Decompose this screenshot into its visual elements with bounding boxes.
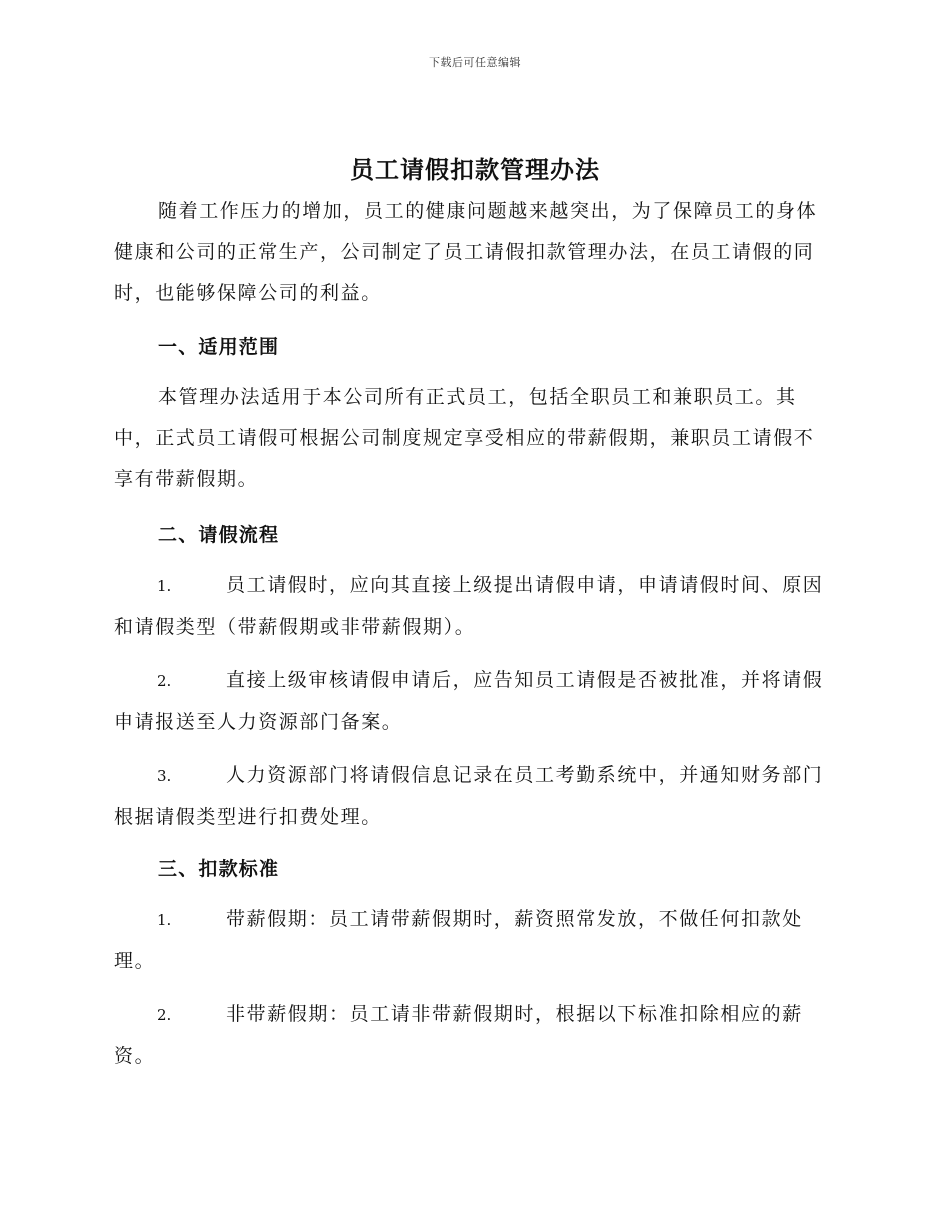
list-item-text: 非带薪假期：员工请非带薪假期时，根据以下标准扣除相应的薪资。: [114, 1003, 803, 1067]
list-item-text: 带薪假期：员工请带薪假期时，薪资照常发放，不做任何扣款处理。: [114, 908, 803, 972]
deduction-item-1: [114, 899, 832, 982]
list-number: 3.: [157, 767, 172, 785]
document-title: 员工请假扣款管理办法: [350, 156, 600, 184]
page-header-note: 下载后可任意编辑: [429, 56, 521, 69]
process-item-3: [114, 755, 832, 838]
list-number: 1.: [157, 577, 172, 595]
process-item-1: [114, 565, 832, 648]
section-heading-scope: 一、适用范围: [158, 336, 280, 358]
list-item-text: 人力资源部门将请假信息记录在员工考勤系统中，并通知财务部门根据请假类型进行扣费处理。: [114, 764, 824, 828]
deduction-item-2: [114, 994, 832, 1077]
list-item-text: 员工请假时，应向其直接上级提出请假申请，申请请假时间、原因和请假类型（带薪假期或非带薪假期）。: [114, 574, 824, 638]
scope-paragraph: 本管理办法适用于本公司所有正式员工，包括全职员工和兼职员工。其中，正式员工请假可根据公司制度规定享受相应的带薪假期，兼职员工请假不享有带薪假期。: [114, 386, 815, 490]
list-item-text: 直接上级审核请假申请后，应告知员工请假是否被批准，并将请假申请报送至人力资源部门备案。: [114, 669, 824, 733]
list-number: 2.: [157, 672, 172, 690]
section-heading-process: 二、请假流程: [158, 524, 280, 546]
intro-paragraph: 随着工作压力的增加，员工的健康问题越来越突出，为了保障员工的身体健康和公司的正常生产，公司制定了员工请假扣款管理办法，在员工请假的同时，也能够保障公司的利益。: [114, 200, 818, 304]
process-item-2: [114, 660, 832, 743]
list-number: 1.: [157, 911, 172, 929]
section-heading-deduction: 三、扣款标准: [158, 858, 280, 880]
list-number: 2.: [157, 1006, 172, 1024]
